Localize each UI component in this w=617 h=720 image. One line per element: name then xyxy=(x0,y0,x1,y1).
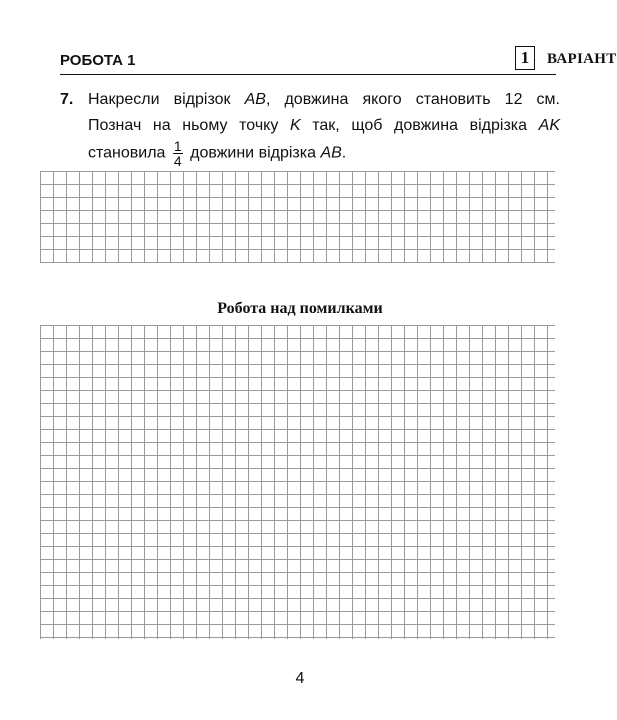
task-number: 7. xyxy=(60,91,74,108)
task-7 xyxy=(60,87,560,168)
page-header xyxy=(60,46,617,76)
section-title: Робота над помилками xyxy=(217,300,383,317)
task-line-3: становила $\frac{1}{4}$ довжини відрізка AB. xyxy=(88,138,347,169)
task-line-1: Накресли відрізок AB, довжина якого становить 12 см. xyxy=(88,91,560,108)
variant-number-box: 1 xyxy=(515,46,535,70)
task-text xyxy=(88,87,560,168)
answer-grid[interactable] xyxy=(40,171,555,263)
page-number: 4 xyxy=(295,670,305,687)
fraction-denominator: 4 xyxy=(173,153,182,169)
header-divider xyxy=(60,74,556,75)
segment-ab-label-2: AB xyxy=(320,144,342,162)
segment-ak-label: AK xyxy=(538,117,561,134)
task-line-2: Познач на ньому точку K так, щоб довжина відрізка AK xyxy=(88,117,561,134)
variant-label: ВАРІАНТ xyxy=(547,51,617,67)
work-title: РОБОТА 1 xyxy=(60,52,136,69)
point-k-label: K xyxy=(289,117,301,134)
segment-ab-label: AB xyxy=(244,91,266,108)
corrections-grid[interactable] xyxy=(40,325,555,639)
fraction-numerator: 1 xyxy=(173,138,182,154)
fraction-one-quarter xyxy=(173,139,183,168)
